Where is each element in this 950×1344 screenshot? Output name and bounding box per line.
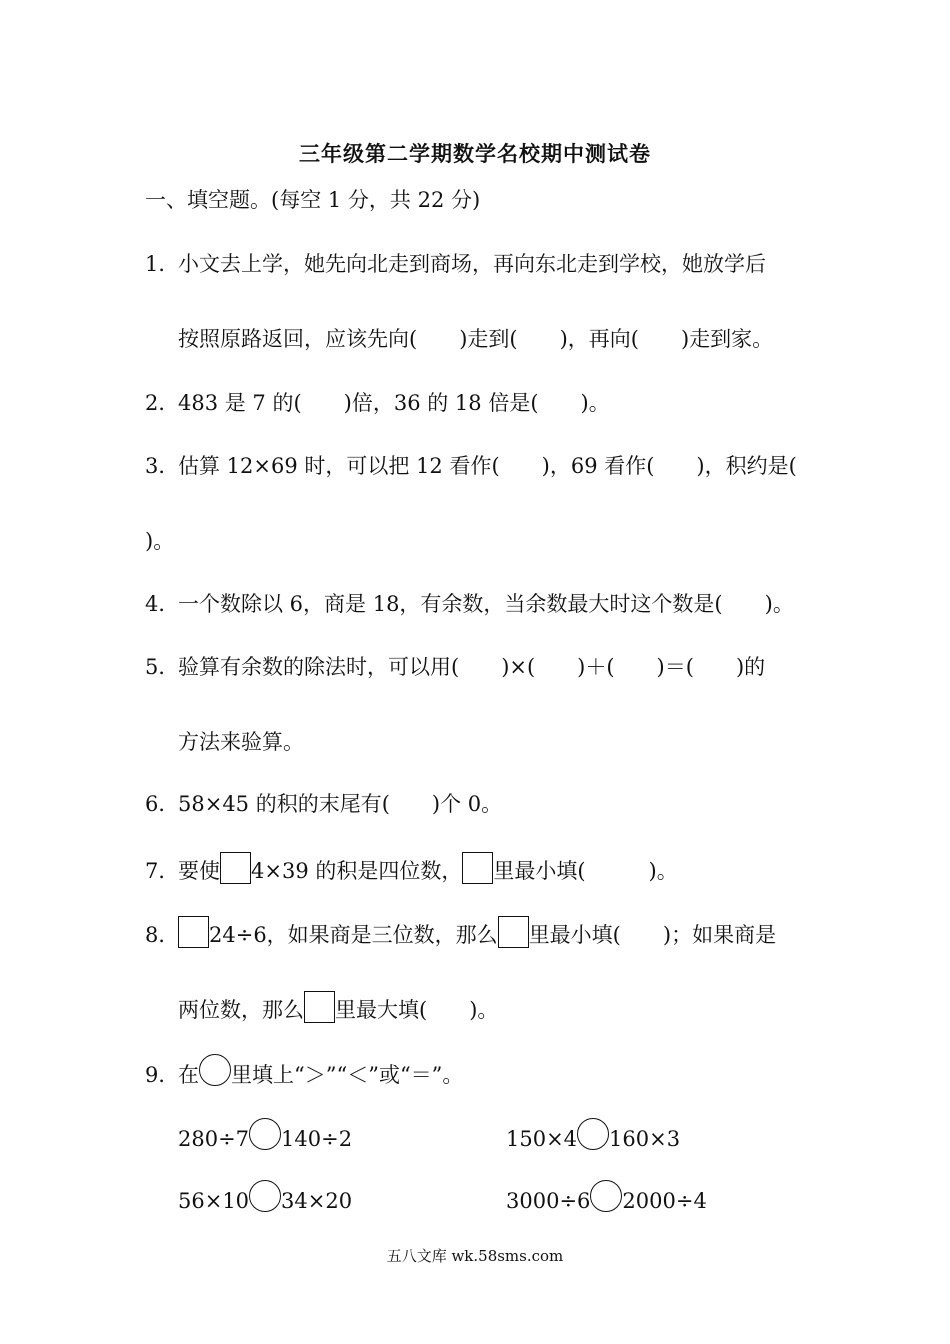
- question-number: 3．: [145, 454, 180, 478]
- expression-left: 280÷7: [178, 1127, 250, 1151]
- question-4: [145, 590, 794, 618]
- question-number: 5．: [145, 655, 180, 679]
- comparison-4: [506, 1180, 707, 1215]
- expression-right: 160×3: [609, 1127, 681, 1151]
- question-9: [145, 1054, 463, 1089]
- expression-right: 140÷2: [281, 1127, 353, 1151]
- question-text: 要使: [178, 859, 220, 883]
- question-5-cont: 方法来验算。: [178, 730, 304, 754]
- question-5: [145, 653, 765, 681]
- question-number: 2．: [145, 391, 180, 415]
- question-text: 24÷6，如果商是三位数，那么: [209, 923, 498, 947]
- question-text: 验算有余数的除法时，可以用( )×( )＋( )＝( )的: [178, 655, 766, 679]
- blank-circle[interactable]: [199, 1054, 231, 1086]
- blank-circle[interactable]: [249, 1180, 281, 1212]
- question-text: 小文去上学，她先向北走到商场，再向东北走到学校，她放学后: [178, 252, 766, 276]
- blank-circle[interactable]: [577, 1118, 609, 1150]
- blank-box[interactable]: [220, 852, 251, 884]
- question-text: 里最小填( )；如果商是: [528, 923, 777, 947]
- question-text: 483 是 7 的( )倍，36 的 18 倍是( )。: [178, 391, 610, 415]
- question-7: [145, 852, 678, 885]
- comparison-1: [178, 1118, 352, 1153]
- question-text: 估算 12×69 时，可以把 12 看作( )，69 看作( )，积约是(: [178, 454, 797, 478]
- question-text: 一个数除以 6，商是 18，有余数，当余数最大时这个数是( )。: [178, 592, 794, 616]
- blank-circle[interactable]: [249, 1118, 281, 1150]
- question-6: [145, 790, 502, 818]
- question-number: 7．: [145, 859, 180, 883]
- blank-box[interactable]: [178, 916, 209, 948]
- expression-left: 3000÷6: [506, 1189, 591, 1213]
- question-text: 4×39 的积是四位数，: [251, 859, 463, 883]
- question-1-cont: 按照原路返回，应该先向( )走到( )，再向( )走到家。: [178, 327, 774, 351]
- page-footer: 五八文库 wk.58sms.com: [386, 1247, 564, 1265]
- blank-circle[interactable]: [590, 1180, 622, 1212]
- blank-box[interactable]: [498, 916, 529, 948]
- question-text: 里最大填( )。: [335, 998, 499, 1022]
- question-number: 6．: [145, 792, 180, 816]
- comparison-2: [506, 1118, 680, 1153]
- question-text: 在: [178, 1063, 199, 1087]
- question-number: 4．: [145, 592, 180, 616]
- question-3: [145, 452, 797, 480]
- question-8: [145, 916, 776, 949]
- question-8-cont: [178, 991, 498, 1024]
- comparison-3: [178, 1180, 352, 1215]
- section-heading: 一、填空题。(每空 1 分，共 22 分): [145, 188, 481, 212]
- expression-right: 34×20: [281, 1189, 353, 1213]
- question-text: 里最小填( )。: [493, 859, 678, 883]
- question-3-cont: )。: [145, 529, 175, 553]
- question-number: 8．: [145, 923, 180, 947]
- expression-right: 2000÷4: [622, 1189, 707, 1213]
- expression-left: 56×10: [178, 1189, 250, 1213]
- question-text: 两位数，那么: [178, 998, 304, 1022]
- blank-box[interactable]: [462, 852, 493, 884]
- question-2: [145, 389, 610, 417]
- question-number: 1．: [145, 252, 180, 276]
- expression-left: 150×4: [506, 1127, 578, 1151]
- blank-box[interactable]: [304, 991, 335, 1023]
- page-title: 三年级第二学期数学名校期中测试卷: [299, 141, 651, 166]
- question-text: 58×45 的积的末尾有( )个 0。: [178, 792, 503, 816]
- question-number: 9．: [145, 1063, 180, 1087]
- question-text: 里填上“＞”“＜”或“＝”。: [231, 1063, 464, 1087]
- question-1: [145, 250, 766, 278]
